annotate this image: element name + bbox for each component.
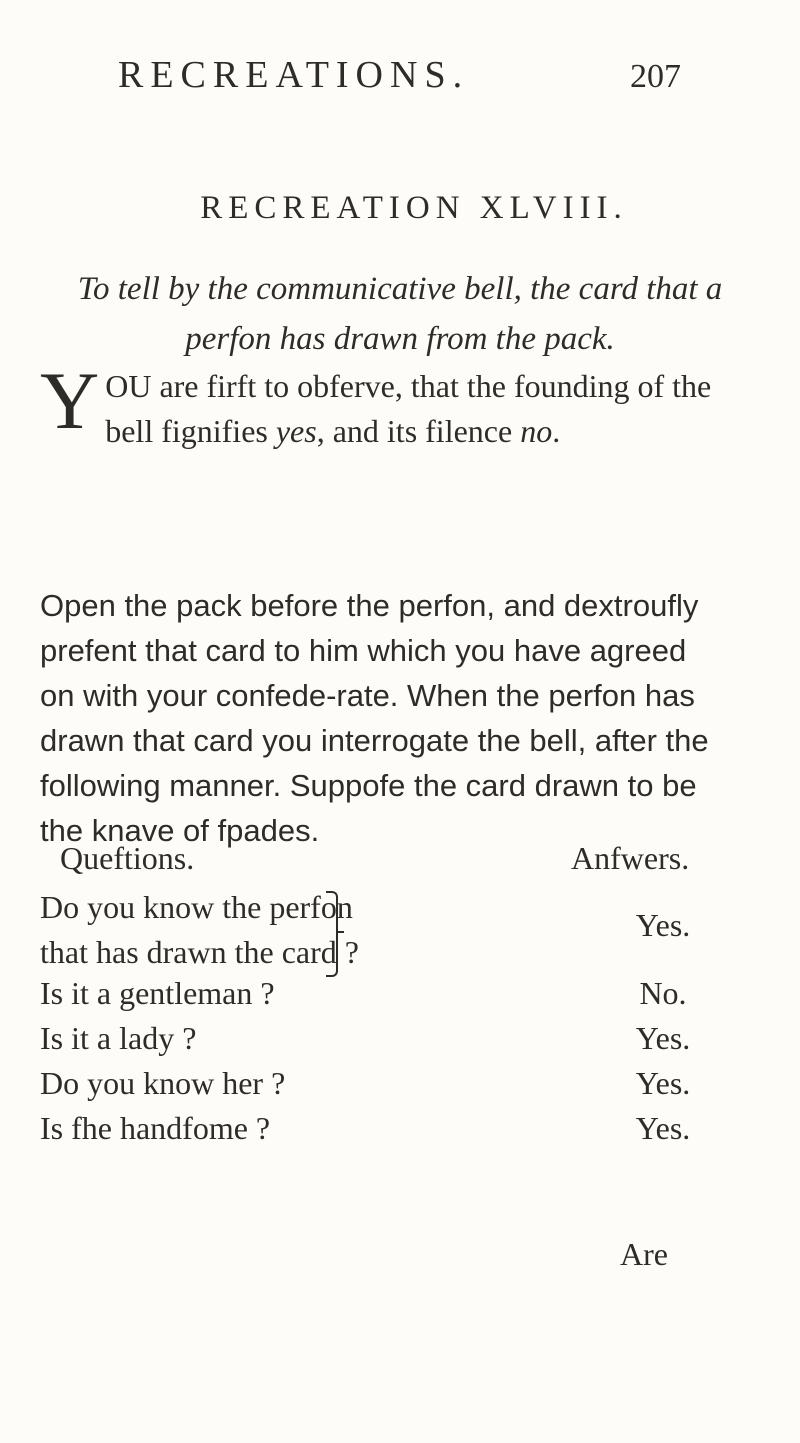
catchword: Are <box>620 1236 668 1272</box>
paragraph-2: Open the pack before the perfon, and dextroufly prefent that card to him which you have agreed on with your confede-rate. When the perfon has drawn that card you interrogate the bell, after the following manner. Suppofe the card drawn to be the knave of fpades. <box>40 588 709 848</box>
qa-header-row <box>58 840 738 885</box>
question: Is it a gentleman ? <box>40 975 275 1011</box>
qa-row <box>40 975 738 1020</box>
question: Is fhe handfome ? <box>40 1110 271 1146</box>
paragraph-1 <box>40 355 725 454</box>
yes-word: yes <box>275 413 317 449</box>
running-title: RECREATIONS. <box>118 54 470 96</box>
page-header <box>0 56 800 116</box>
section-title: RECREATION XLVIII. <box>200 190 628 226</box>
brace-icon <box>326 891 338 977</box>
drop-cap: Y <box>40 355 100 446</box>
question: Do you know her ? <box>40 1065 286 1101</box>
qa-row <box>40 1020 738 1065</box>
paragraph-1-text-c: . <box>552 413 561 449</box>
paragraph-1-text-a: OU are firft to obferve, that the founding of the bell fignifies <box>105 368 712 449</box>
answers-header: Anfwers. <box>571 840 690 876</box>
answer: Yes. <box>635 907 691 943</box>
question: Do you know the perfon that has drawn the card ? <box>40 889 359 970</box>
answer: No. <box>639 975 687 1011</box>
answer: Yes. <box>635 1110 691 1146</box>
answer: Yes. <box>635 1020 691 1056</box>
qa-row <box>40 1110 738 1155</box>
questions-header: Queftions. <box>60 840 195 876</box>
no-word: no <box>520 413 553 449</box>
questions-answers-table <box>40 840 738 1155</box>
qa-row <box>40 885 738 975</box>
page-number: 207 <box>630 58 681 95</box>
answer: Yes. <box>635 1065 691 1101</box>
qa-row <box>40 1065 738 1110</box>
section-subtitle: To tell by the communicative bell, the card that a perfon has drawn from the pack. <box>77 271 723 357</box>
question: Is it a lady ? <box>40 1020 197 1056</box>
paragraph-1-text-b: , and its filence <box>316 413 521 449</box>
